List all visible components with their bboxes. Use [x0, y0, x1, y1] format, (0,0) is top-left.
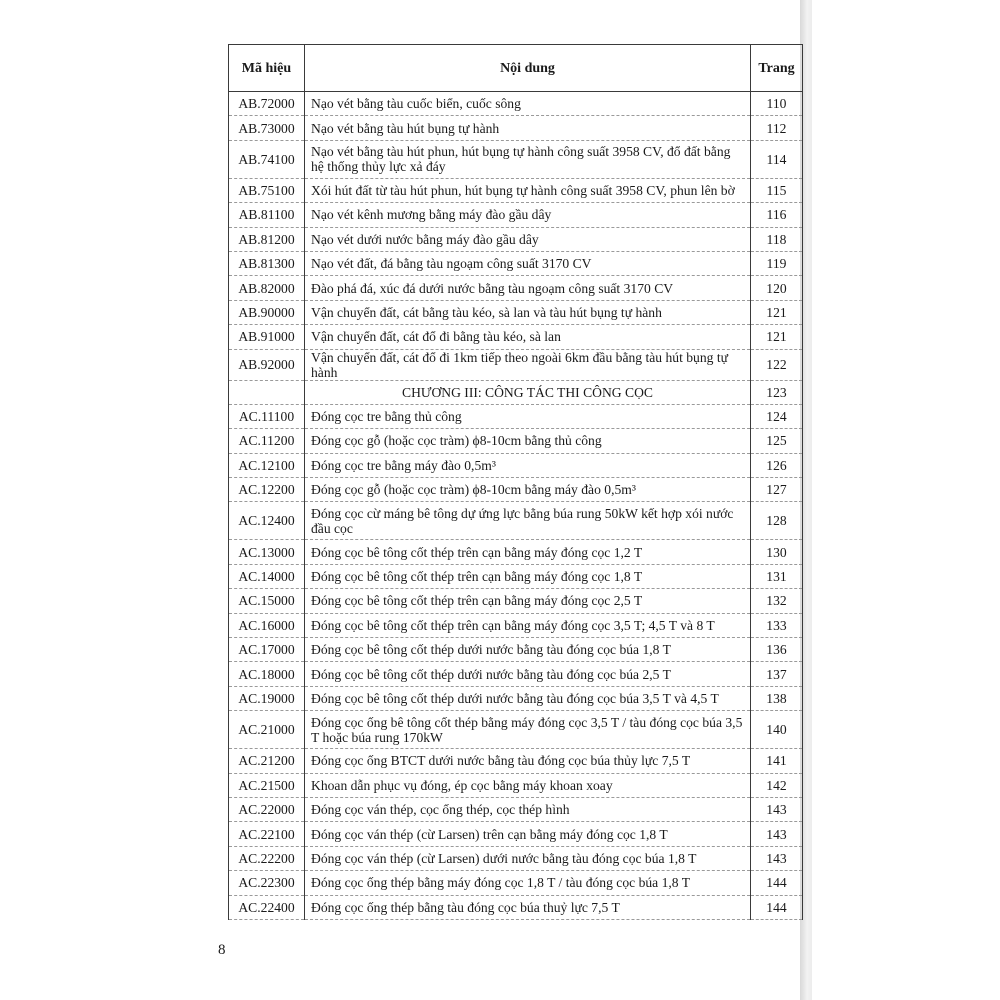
row-content: Đóng cọc ván thép (cừ Larsen) dưới nước bằng tàu đóng cọc búa 1,8 T	[305, 846, 751, 870]
table-row	[229, 140, 803, 178]
row-page: 143	[751, 822, 803, 846]
row-page: 143	[751, 846, 803, 870]
row-code: AC.21000	[229, 711, 305, 749]
row-page: 110	[751, 92, 803, 116]
table-row	[229, 92, 803, 116]
table-row	[229, 251, 803, 275]
chapter-row	[229, 380, 803, 404]
table-of-contents	[228, 44, 803, 920]
row-code: AC.13000	[229, 540, 305, 564]
table-row	[229, 589, 803, 613]
row-code: AC.22000	[229, 797, 305, 821]
row-page: 138	[751, 686, 803, 710]
row-content: Đóng cọc bê tông cốt thép trên cạn bằng máy đóng cọc 1,2 T	[305, 540, 751, 564]
row-content: Đóng cọc bê tông cốt thép trên cạn bằng máy đóng cọc 2,5 T	[305, 589, 751, 613]
row-content: Vận chuyển đất, cát bằng tàu kéo, sà lan và tàu hút bụng tự hành	[305, 300, 751, 324]
table-row	[229, 613, 803, 637]
row-code: AC.16000	[229, 613, 305, 637]
row-page: 143	[751, 797, 803, 821]
row-code: AB.82000	[229, 276, 305, 300]
row-content: Vận chuyển đất, cát đổ đi bằng tàu kéo, sà lan	[305, 325, 751, 349]
row-page: 119	[751, 251, 803, 275]
row-code: AC.18000	[229, 662, 305, 686]
table-row	[229, 325, 803, 349]
row-content: Đóng cọc ván thép (cừ Larsen) trên cạn bằng máy đóng cọc 1,8 T	[305, 822, 751, 846]
row-code: AC.14000	[229, 564, 305, 588]
row-content: Đóng cọc ống BTCT dưới nước bằng tàu đóng cọc búa thủy lực 7,5 T	[305, 749, 751, 773]
table-row	[229, 749, 803, 773]
row-page: 140	[751, 711, 803, 749]
row-code: AB.92000	[229, 349, 305, 380]
row-content: Đóng cọc tre bằng thủ công	[305, 404, 751, 428]
header-row	[229, 45, 803, 92]
row-code: AB.74100	[229, 140, 305, 178]
row-code: AC.11100	[229, 404, 305, 428]
row-page: 116	[751, 203, 803, 227]
table-row	[229, 502, 803, 540]
table-row	[229, 797, 803, 821]
table-row	[229, 404, 803, 428]
row-code: AC.22100	[229, 822, 305, 846]
row-page: 123	[751, 380, 803, 404]
table-row	[229, 711, 803, 749]
row-page: 112	[751, 116, 803, 140]
row-content: Đóng cọc tre bằng máy đào 0,5m³	[305, 453, 751, 477]
row-content: Đóng cọc ống thép bằng tàu đóng cọc búa thuỷ lực 7,5 T	[305, 895, 751, 919]
row-content: Đóng cọc bê tông cốt thép trên cạn bằng máy đóng cọc 3,5 T; 4,5 T và 8 T	[305, 613, 751, 637]
table-row	[229, 478, 803, 502]
row-page: 137	[751, 662, 803, 686]
row-code: AC.12400	[229, 502, 305, 540]
row-code: AB.75100	[229, 178, 305, 202]
row-content: Đóng cọc bê tông cốt thép dưới nước bằng tàu đóng cọc búa 1,8 T	[305, 638, 751, 662]
row-page: 131	[751, 564, 803, 588]
row-page: 124	[751, 404, 803, 428]
table-row	[229, 178, 803, 202]
row-page: 133	[751, 613, 803, 637]
row-content: Đóng cọc bê tông cốt thép dưới nước bằng tàu đóng cọc búa 3,5 T và 4,5 T	[305, 686, 751, 710]
row-page: 118	[751, 227, 803, 251]
row-code: AB.81200	[229, 227, 305, 251]
row-code: AC.11200	[229, 429, 305, 453]
row-content: Nạo vét bằng tàu hút phun, hút bụng tự hành công suất 3958 CV, đổ đất bằng hệ thống thủy lực xả đáy	[305, 140, 751, 178]
row-code: AB.81100	[229, 203, 305, 227]
row-content: Xói hút đất từ tàu hút phun, hút bụng tự hành công suất 3958 CV, phun lên bờ	[305, 178, 751, 202]
row-page: 141	[751, 749, 803, 773]
row-code: AB.81300	[229, 251, 305, 275]
table-row	[229, 773, 803, 797]
row-page: 144	[751, 871, 803, 895]
table-row	[229, 276, 803, 300]
row-code: AC.22200	[229, 846, 305, 870]
row-code: AB.72000	[229, 92, 305, 116]
chapter-title: CHƯƠNG III: CÔNG TÁC THI CÔNG CỌC	[305, 380, 751, 404]
row-page: 144	[751, 895, 803, 919]
row-content: Đóng cọc cừ máng bê tông dự ứng lực bằng búa rung 50kW kết hợp xói nước đầu cọc	[305, 502, 751, 540]
row-page: 130	[751, 540, 803, 564]
row-content: Nạo vét đất, đá bằng tàu ngoạm công suất 3170 CV	[305, 251, 751, 275]
table-row	[229, 300, 803, 324]
table-row	[229, 638, 803, 662]
row-code: AC.12100	[229, 453, 305, 477]
row-code	[229, 380, 305, 404]
page-number: 8	[218, 942, 226, 958]
row-code: AC.21200	[229, 749, 305, 773]
row-page: 127	[751, 478, 803, 502]
table-row	[229, 227, 803, 251]
table-row	[229, 349, 803, 380]
row-content: Đóng cọc bê tông cốt thép trên cạn bằng máy đóng cọc 1,8 T	[305, 564, 751, 588]
row-content: Vận chuyển đất, cát đổ đi 1km tiếp theo ngoài 6km đầu bằng tàu hút bụng tự hành	[305, 349, 751, 380]
table-row	[229, 564, 803, 588]
row-page: 125	[751, 429, 803, 453]
row-code: AB.91000	[229, 325, 305, 349]
table-row	[229, 871, 803, 895]
row-page: 121	[751, 300, 803, 324]
table-body	[229, 92, 803, 920]
table-row	[229, 822, 803, 846]
row-content: Khoan dẫn phục vụ đóng, ép cọc bằng máy khoan xoay	[305, 773, 751, 797]
row-code: AC.15000	[229, 589, 305, 613]
table-row	[229, 686, 803, 710]
row-content: Đóng cọc bê tông cốt thép dưới nước bằng tàu đóng cọc búa 2,5 T	[305, 662, 751, 686]
row-code: AC.22300	[229, 871, 305, 895]
row-page: 120	[751, 276, 803, 300]
row-page: 132	[751, 589, 803, 613]
table-row	[229, 895, 803, 919]
row-content: Nạo vét dưới nước bằng máy đào gầu dây	[305, 227, 751, 251]
row-code: AC.19000	[229, 686, 305, 710]
row-content: Nạo vét bằng tàu hút bụng tự hành	[305, 116, 751, 140]
table-row	[229, 429, 803, 453]
table-row	[229, 846, 803, 870]
row-code: AC.21500	[229, 773, 305, 797]
row-page: 142	[751, 773, 803, 797]
row-code: AC.17000	[229, 638, 305, 662]
table-row	[229, 453, 803, 477]
row-content: Đóng cọc ống bê tông cốt thép bằng máy đóng cọc 3,5 T / tàu đóng cọc búa 3,5 T hoặc búa rung 170kW	[305, 711, 751, 749]
header-content: Nội dung	[305, 45, 751, 92]
row-content: Đóng cọc gỗ (hoặc cọc tràm) ϕ8-10cm bằng máy đào 0,5m³	[305, 478, 751, 502]
row-code: AB.90000	[229, 300, 305, 324]
row-code: AB.73000	[229, 116, 305, 140]
row-content: Nạo vét bằng tàu cuốc biển, cuốc sông	[305, 92, 751, 116]
header-page: Trang	[751, 45, 803, 92]
row-page: 114	[751, 140, 803, 178]
row-page: 121	[751, 325, 803, 349]
row-code: AC.22400	[229, 895, 305, 919]
row-content: Đào phá đá, xúc đá dưới nước bằng tàu ngoạm công suất 3170 CV	[305, 276, 751, 300]
header-code: Mã hiệu	[229, 45, 305, 92]
row-code: AC.12200	[229, 478, 305, 502]
row-content: Đóng cọc ống thép bằng máy đóng cọc 1,8 T / tàu đóng cọc búa 1,8 T	[305, 871, 751, 895]
row-page: 115	[751, 178, 803, 202]
table-row	[229, 662, 803, 686]
table-row	[229, 203, 803, 227]
row-page: 122	[751, 349, 803, 380]
row-page: 126	[751, 453, 803, 477]
table-row	[229, 540, 803, 564]
row-content: Đóng cọc gỗ (hoặc cọc tràm) ϕ8-10cm bằng thủ công	[305, 429, 751, 453]
table-row	[229, 116, 803, 140]
row-content: Đóng cọc ván thép, cọc ống thép, cọc thép hình	[305, 797, 751, 821]
row-page: 128	[751, 502, 803, 540]
row-content: Nạo vét kênh mương bằng máy đào gầu dây	[305, 203, 751, 227]
row-page: 136	[751, 638, 803, 662]
